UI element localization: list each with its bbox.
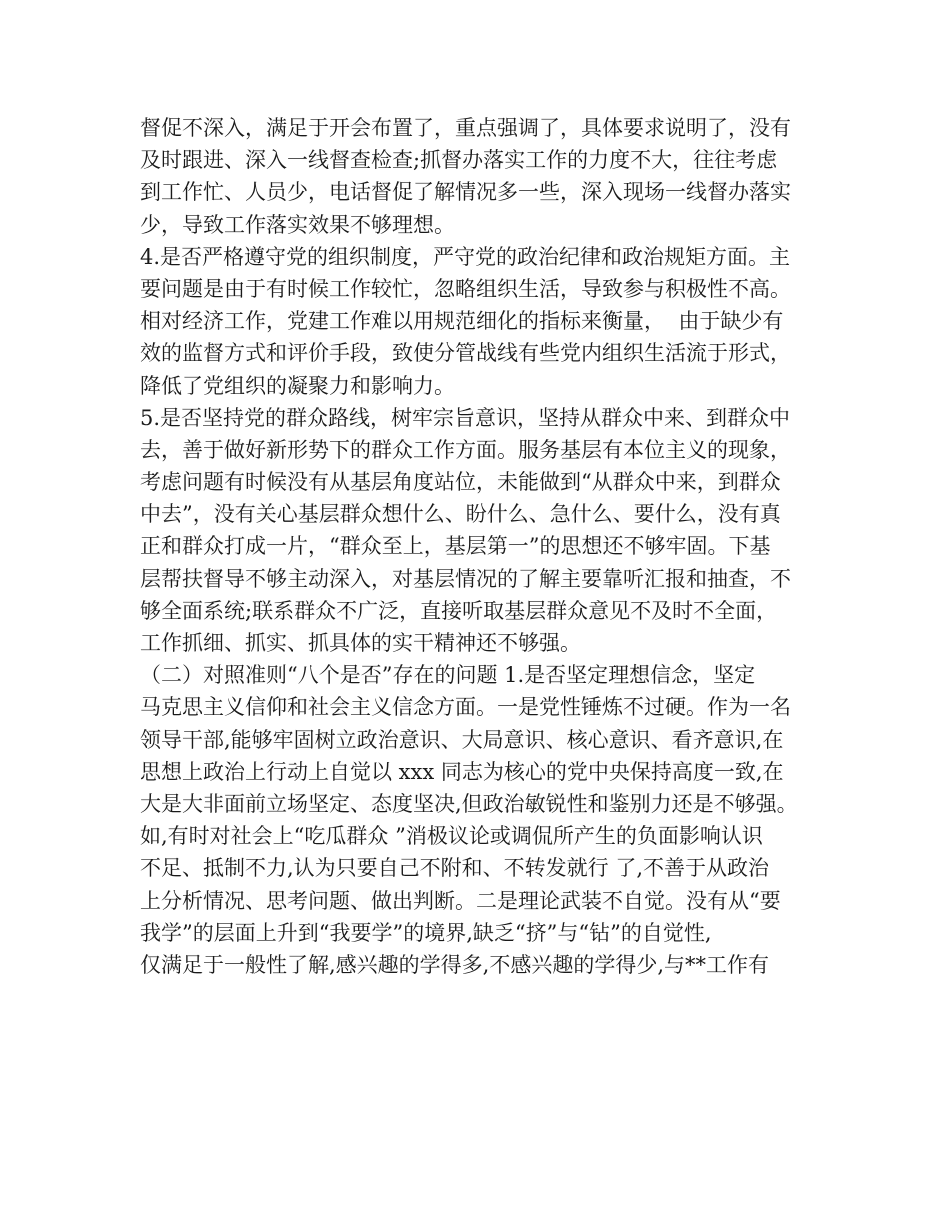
text-line: 上分析情况、思考问题、做出判断。二是理论武装不自觉。没有从“要 bbox=[140, 888, 781, 913]
text-line: 5.是否坚持党的群众路线，树牢宗旨意识，坚持从群众中来、到群众中 bbox=[140, 405, 791, 430]
text-line: 层帮扶督导不够主动深入，对基层情况的了解主要靠听汇报和抽查，不 bbox=[140, 566, 791, 591]
text-line: 如,有时对社会上“吃瓜群众 ”消极议论或调侃所产生的负面影响认识 bbox=[140, 824, 763, 849]
text-line: 正和群众打成一片，“群众至上，基层第一”的思想还不够牢固。下基 bbox=[140, 534, 771, 559]
text-line: 领导干部,能够牢固树立政治意识、大局意识、核心意识、看齐意识,在 bbox=[140, 727, 784, 752]
text-line: 马克思主义信仰和社会主义信念方面。一是党性锤炼不过硬。作为一名 bbox=[140, 695, 791, 720]
text-line: 仅满足于一般性了解,感兴趣的学得多,不感兴趣的学得少,与**工作有 bbox=[140, 952, 770, 977]
text-line: （二）对照准则“八个是否”存在的问题 1.是否坚定理想信念，坚定 bbox=[140, 663, 756, 688]
text-line: 不足、抵制不力,认为只要自己不附和、不转发就行 了,不善于从政治 bbox=[140, 856, 770, 881]
text-line: 中去”，没有关心基层群众想什么、盼什么、急什么、要什么，没有真 bbox=[140, 502, 781, 527]
text-line: 要问题是由于有时候工作较忙，忽略组织生活，导致参与积极性不高。 bbox=[140, 276, 791, 301]
text-line: 降低了党组织的凝聚力和影响力。 bbox=[140, 373, 455, 398]
text-line: 相对经济工作，党建工作难以用规范细化的指标来衡量， 由于缺少有 bbox=[140, 309, 784, 334]
text-line: 我学”的层面上升到“我要学”的境界,缺乏“挤”与“钻”的自觉性, bbox=[140, 920, 712, 945]
text-line: 思想上政治上行动上自觉以 xxx 同志为核心的党中央保持高度一致,在 bbox=[140, 759, 784, 784]
text-line: 效的监督方式和评价手段，致使分管战线有些党内组织生活流于形式， bbox=[140, 341, 791, 366]
text-line: 到工作忙、人员少，电话督促了解情况多一些，深入现场一线督办落实 bbox=[140, 180, 791, 205]
text-line: 去，善于做好新形势下的群众工作方面。服务基层有本位主义的现象， bbox=[140, 437, 791, 462]
text-line: 考虑问题有时候没有从基层角度站位，未能做到“从群众中来，到群众 bbox=[140, 470, 781, 495]
text-line: 少，导致工作落实效果不够理想。 bbox=[140, 212, 455, 237]
text-line: 督促不深入，满足于开会布置了，重点强调了，具体要求说明了，没有 bbox=[140, 116, 791, 140]
document-body bbox=[140, 112, 840, 981]
text-line: 大是大非面前立场坚定、态度坚决,但政治敏锐性和鉴别力还是不够强。 bbox=[140, 791, 798, 816]
text-line: 工作抓细、抓实、抓具体的实干精神还不够强。 bbox=[140, 631, 581, 655]
text-line: 及时跟进、深入一线督查检查;抓督办落实工作的力度不大，往往考虑 bbox=[140, 148, 778, 173]
text-line: 够全面系统;联系群众不广泛，直接听取基层群众意见不及时不全面， bbox=[140, 598, 778, 623]
text-line: 4.是否严格遵守党的组织制度，严守党的政治纪律和政治规矩方面。主 bbox=[140, 244, 791, 269]
